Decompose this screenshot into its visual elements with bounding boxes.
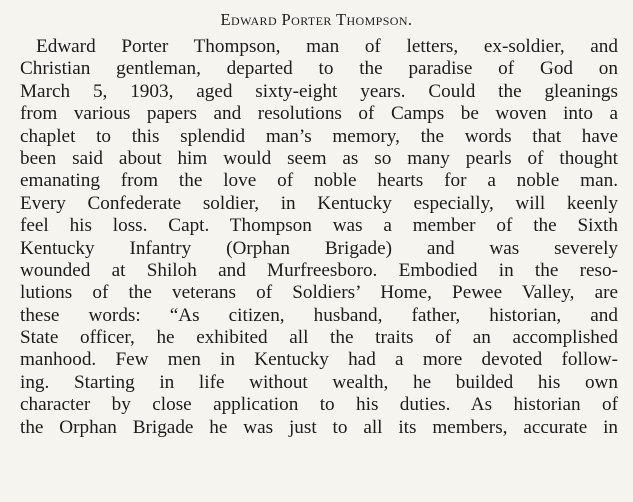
body-line: Kentucky Infantry (Orphan Brigade) and was severely (20, 237, 618, 259)
body-line: these words: “As citizen, husband, father, historian, and (20, 304, 618, 326)
body-line: March 5, 1903, aged sixty-eight years. Could the gleanings (20, 80, 618, 102)
body-line: from various papers and resolutions of Camps be woven into a (20, 103, 618, 125)
body-line: chaplet to this splendid man’s memory, the words that have (20, 125, 618, 147)
body-line: Edward Porter Thompson, man of letters, ex-soldier, and (36, 36, 618, 57)
body-line: character by close application to his duties. As historian of (20, 394, 618, 416)
body-line: Every Confederate soldier, in Kentucky especially, will keenly (20, 192, 618, 214)
body-line: ing. Starting in life without wealth, he builded his own (20, 371, 618, 393)
body-line: the Orphan Brigade he was just to all its members, accurate in (20, 416, 618, 438)
body-line: been said about him would seem as so many pearls of thought (20, 147, 618, 169)
body-line: wounded at Shiloh and Murfreesboro. Embodied in the reso- (20, 259, 618, 281)
body-line: feel his loss. Capt. Thompson was a member of the Sixth (20, 215, 618, 237)
body-line: lutions of the veterans of Soldiers’ Home, Pewee Valley, are (20, 282, 618, 304)
body-line: Christian gentleman, departed to the paradise of God on (20, 58, 618, 80)
body-line: emanating from the love of noble hearts for a noble man. (20, 170, 618, 192)
body-line: State officer, he exhibited all the traits of an accomplished (20, 327, 618, 349)
body-line: manhood. Few men in Kentucky had a more devoted follow- (20, 349, 618, 371)
article-body (20, 36, 618, 439)
article-title: Edward Porter Thompson. (220, 10, 413, 29)
